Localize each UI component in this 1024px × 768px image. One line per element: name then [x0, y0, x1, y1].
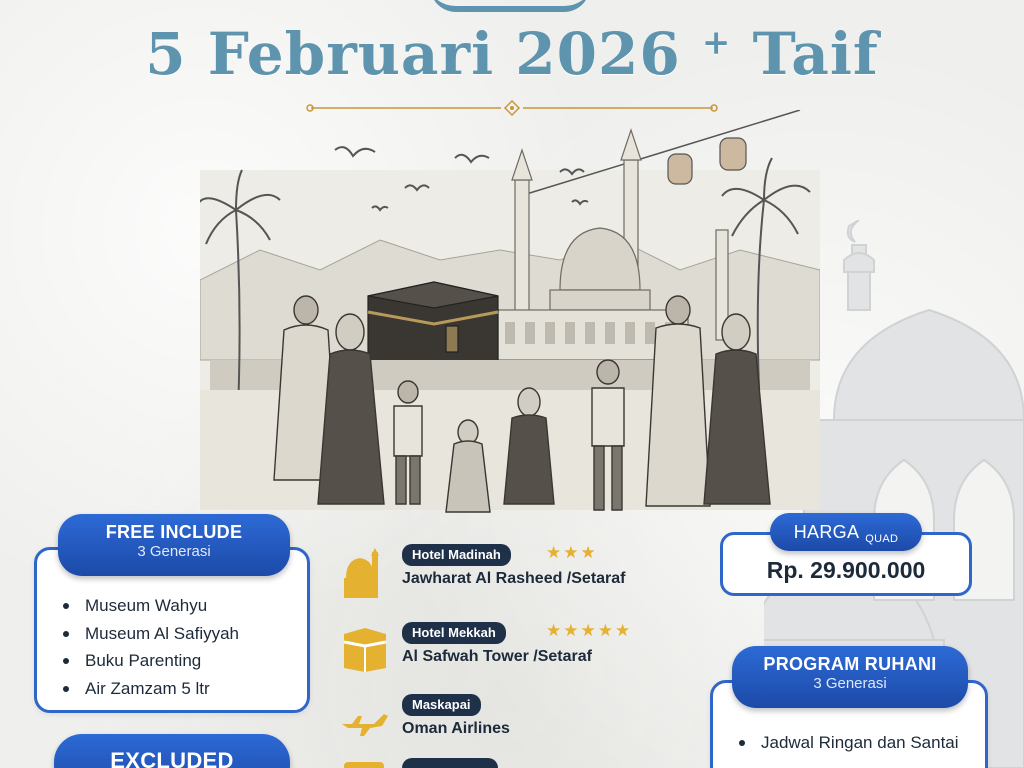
next-row-tag — [402, 758, 498, 768]
free-include-header — [58, 514, 290, 576]
excluded-title: EXCLUDED — [110, 748, 234, 768]
list-item: Buku Parenting — [61, 647, 239, 675]
price-label: HARGA — [793, 522, 860, 542]
list-item: Museum Wahyu — [61, 592, 239, 620]
kaaba-family-illustration — [200, 110, 820, 530]
page-title: 5 Februari 2026 + Taif — [145, 20, 879, 88]
free-include-subtitle: 3 Generasi — [137, 543, 211, 560]
hotel-madinah-tag: Hotel Madinah — [402, 544, 511, 566]
free-include-list — [61, 592, 239, 702]
list-item: Jadwal Ringan dan Santai — [737, 729, 967, 757]
list-item: Air Zamzam 5 ltr — [61, 675, 239, 703]
airplane-icon — [340, 694, 390, 744]
hotel-mekkah-tag: Hotel Mekkah — [402, 622, 506, 644]
list-item: Museum Al Safiyyah — [61, 620, 239, 648]
price-value: Rp. 29.900.000 — [766, 557, 926, 583]
hotel-mekkah-stars: ★★★★★ — [546, 621, 633, 640]
price-header — [770, 513, 922, 551]
program-header — [732, 646, 968, 708]
hotel-madinah-value: Jawharat Al Rasheed /Setaraf — [402, 570, 626, 587]
program-subtitle: 3 Generasi — [813, 675, 887, 692]
maskapai-tag: Maskapai — [402, 694, 481, 716]
calendar-icon — [340, 758, 390, 768]
mosque-icon — [340, 548, 390, 598]
excluded-header — [54, 734, 290, 768]
room-type: QUAD — [865, 533, 899, 545]
title-decoration — [430, 0, 590, 12]
maskapai-value: Oman Airlines — [402, 720, 510, 737]
program-title: PROGRAM RUHANI — [763, 654, 937, 674]
kaaba-icon — [340, 624, 390, 674]
hotel-madinah-stars: ★★★ — [546, 543, 598, 562]
program-list — [737, 729, 967, 757]
free-include-title: FREE INCLUDE — [105, 522, 243, 542]
hotel-mekkah-value: Al Safwah Tower /Setaraf — [402, 648, 592, 665]
